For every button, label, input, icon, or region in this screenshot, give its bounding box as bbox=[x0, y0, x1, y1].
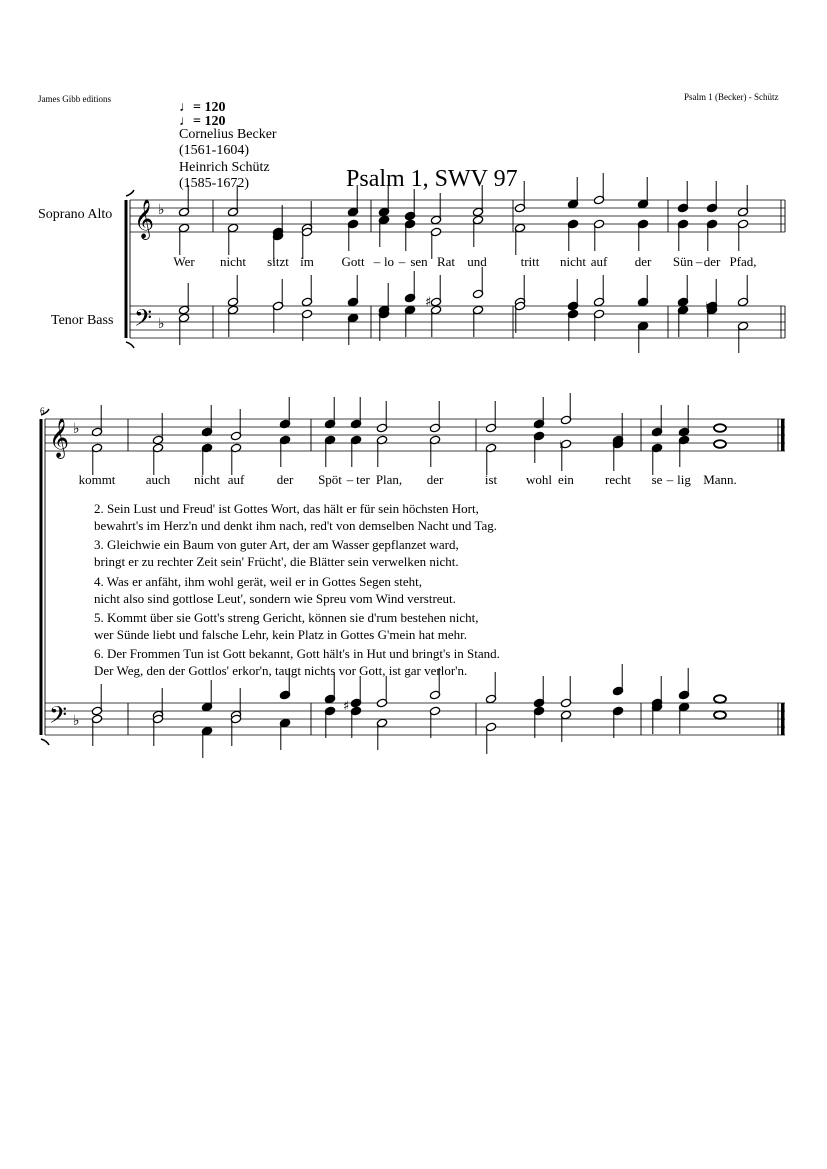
lyric-hyphen: – bbox=[666, 472, 674, 487]
key-signature-flat: ♭ bbox=[158, 316, 165, 332]
lyric-syllable: auf bbox=[227, 472, 245, 487]
lyric-syllable: nicht bbox=[560, 254, 586, 269]
running-title: Psalm 1 (Becker) - Schütz bbox=[684, 92, 779, 102]
verse-line: bewahrt's im Herz'n und denkt ihm nach, red't von demselben Nacht und Tag. bbox=[94, 518, 497, 533]
lyric-syllable: Rat bbox=[436, 254, 456, 269]
lyric-syllable: lo bbox=[383, 254, 395, 269]
lyric-syllable: lig bbox=[677, 472, 691, 487]
lyric-hyphen: – bbox=[373, 254, 381, 269]
key-signature-flat: ♭ bbox=[158, 202, 165, 218]
lyric-hyphen: – bbox=[398, 254, 406, 269]
treble-clef: 𝄞 bbox=[134, 199, 155, 239]
lyric-syllable: Pfad, bbox=[729, 254, 757, 269]
composer-dates: (1585-1672) bbox=[179, 176, 249, 191]
natural-accidental: ♮ bbox=[559, 439, 564, 454]
key-signature-flat: ♭ bbox=[73, 421, 80, 437]
key-signature-flat: ♭ bbox=[73, 713, 80, 729]
lyric-syllable: ter bbox=[356, 472, 370, 487]
lyric-syllable: Spöt bbox=[318, 472, 342, 487]
lyric-syllable: se bbox=[651, 472, 663, 487]
sharp-accidental: ♯ bbox=[343, 699, 350, 714]
lyric-syllable: und bbox=[467, 254, 487, 269]
verse-line: bringt er zu rechter Zeit sein' Frücht', die Blätter sein verwelken nicht. bbox=[94, 554, 459, 569]
verse-line: nicht also sind gottlose Leut', sondern wie Spreu vom Wind verstreut. bbox=[94, 591, 456, 606]
lyric-syllable: recht bbox=[605, 472, 631, 487]
whole-note bbox=[714, 440, 726, 448]
bracket-bottom bbox=[126, 342, 134, 348]
verse-line: 4. Was er anfäht, ihm wohl gerät, weil er in Gottes Segen steht, bbox=[94, 574, 422, 589]
lyric-syllable: der bbox=[426, 472, 444, 487]
lyric-syllable: nicht bbox=[194, 472, 220, 487]
lyric-syllable: Wer bbox=[173, 254, 195, 269]
bass-clef: 𝄢 bbox=[134, 304, 153, 337]
verse-line: wer Sünde liebt und falsche Lehr, kein Platz in Gottes G'mein hat mehr. bbox=[94, 627, 467, 642]
lyric-syllable: sitzt bbox=[267, 254, 289, 269]
final-barline-thick bbox=[781, 703, 785, 735]
lyric-syllable: tritt bbox=[520, 254, 540, 269]
lyric-syllable: Plan, bbox=[375, 472, 403, 487]
bracket-bottom bbox=[41, 739, 49, 745]
lyric-syllable: kommt bbox=[78, 472, 116, 487]
publisher-name: James Gibb editions bbox=[38, 94, 111, 104]
lyric-hyphen: – bbox=[695, 254, 703, 269]
whole-note bbox=[714, 711, 726, 719]
lyric-syllable: auch bbox=[145, 472, 171, 487]
natural-accidental: ♮ bbox=[705, 300, 710, 315]
piece-title: Psalm 1, SWV 97 bbox=[346, 166, 518, 192]
lyric-syllable: Mann. bbox=[703, 472, 737, 487]
sharp-accidental: ♯ bbox=[425, 295, 432, 310]
lyric-syllable: Sün bbox=[672, 254, 694, 269]
staff-label-upper: Soprano Alto bbox=[38, 207, 113, 222]
treble-clef: 𝄞 bbox=[49, 418, 70, 458]
lyric-syllable: nicht bbox=[220, 254, 246, 269]
lyric-syllable: wohl bbox=[526, 472, 552, 487]
tempo-mark-1: ♩= 120 bbox=[179, 100, 226, 115]
measure-number: 6 bbox=[40, 406, 45, 416]
verse-line: 5. Kommt über sie Gott's streng Gericht, können sie d'rum bestehen nicht, bbox=[94, 610, 479, 625]
staff-label-lower: Tenor Bass bbox=[51, 313, 114, 328]
lyric-syllable: Gott bbox=[341, 254, 365, 269]
whole-note bbox=[714, 424, 726, 432]
lyric-hyphen: – bbox=[346, 472, 354, 487]
bracket-top bbox=[41, 409, 49, 415]
lyric-syllable: ist bbox=[484, 472, 498, 487]
tempo-mark-2: ♩= 120 bbox=[179, 114, 226, 129]
poet-name: Cornelius Becker bbox=[179, 127, 277, 142]
lyric-syllable: der bbox=[634, 254, 652, 269]
lyric-syllable: sen bbox=[410, 254, 428, 269]
whole-note bbox=[714, 695, 726, 703]
verse-line: 6. Der Frommen Tun ist Gott bekannt, Gott hält's in Hut und bringt's in Stand. bbox=[94, 646, 500, 661]
final-barline-thick bbox=[781, 419, 785, 451]
lyric-syllable: im bbox=[300, 254, 314, 269]
lyric-syllable: ein bbox=[558, 472, 574, 487]
bass-clef: 𝄢 bbox=[49, 701, 68, 734]
bracket-top bbox=[126, 190, 134, 196]
lyric-syllable: der bbox=[276, 472, 294, 487]
verse-line: 3. Gleichwie ein Baum von guter Art, der am Wasser gepflanzet ward, bbox=[94, 537, 459, 552]
verse-line: 2. Sein Lust und Freud' ist Gottes Wort, das hält er für sein höchsten Hort, bbox=[94, 501, 479, 516]
verse-line: Der Weg, den der Gottlos' erkor'n, taugt nichts vor Gott, ist gar verlor'n. bbox=[94, 663, 468, 678]
composer-name: Heinrich Schütz bbox=[179, 160, 270, 175]
poet-dates: (1561-1604) bbox=[179, 143, 249, 158]
lyric-syllable: der bbox=[703, 254, 721, 269]
lyric-syllable: auf bbox=[590, 254, 608, 269]
